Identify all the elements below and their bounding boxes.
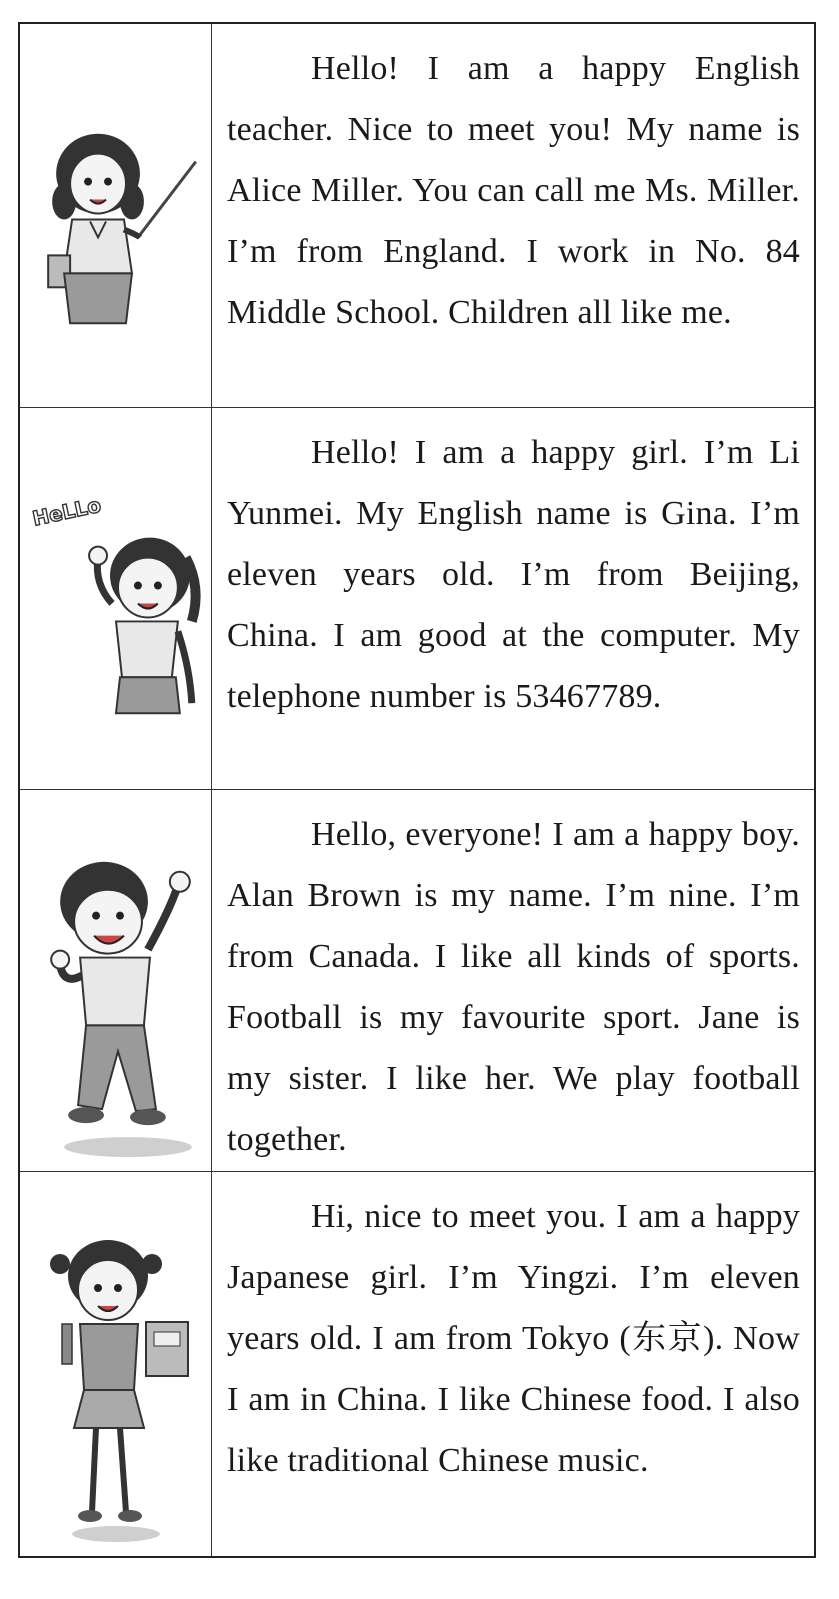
teacher-intro-text: Hello! I am a happy English teacher. Nice to meet you! My name is Alice Miller. You can call me Ms. Miller. I’m from England. I work in No. 84 Middle School. Children all like me. — [227, 50, 800, 331]
profile-table — [18, 22, 816, 1558]
profile-row-teacher — [20, 24, 814, 408]
profile-row-alan — [20, 790, 814, 1172]
girl-book-illustration-cell — [20, 1172, 212, 1556]
yingzi-intro-text: Hi, nice to meet you. I am a happy Japanese girl. I’m Yingzi. I’m eleven years old. I am from Tokyo (东京). Now I am in China. I like Chinese food. I also like traditional Chinese music. — [227, 1198, 800, 1479]
boy-jumping-illustration — [20, 790, 210, 1171]
profile-row-gina — [20, 408, 814, 790]
girl-waving-illustration — [20, 408, 210, 789]
teacher-illustration — [20, 24, 210, 407]
alan-intro-text: Hello, everyone! I am a happy boy. Alan Brown is my name. I’m nine. I’m from Canada. I like all kinds of sports. Football is my favourite sport. Jane is my sister. I like her. We play football together. — [227, 816, 800, 1158]
hello-caption: HeLLo — [30, 492, 104, 531]
girl-with-book-illustration — [20, 1172, 210, 1556]
profile-row-yingzi — [20, 1172, 814, 1556]
gina-intro-text: Hello! I am a happy girl. I’m Li Yunmei. My English name is Gina. I’m eleven years old. I’m from Beijing, China. I am good at the computer. My telephone number is 53467789. — [227, 434, 800, 715]
teacher-illustration-cell — [20, 24, 212, 407]
girl-waving-illustration-cell — [20, 408, 212, 789]
boy-jumping-illustration-cell — [20, 790, 212, 1171]
